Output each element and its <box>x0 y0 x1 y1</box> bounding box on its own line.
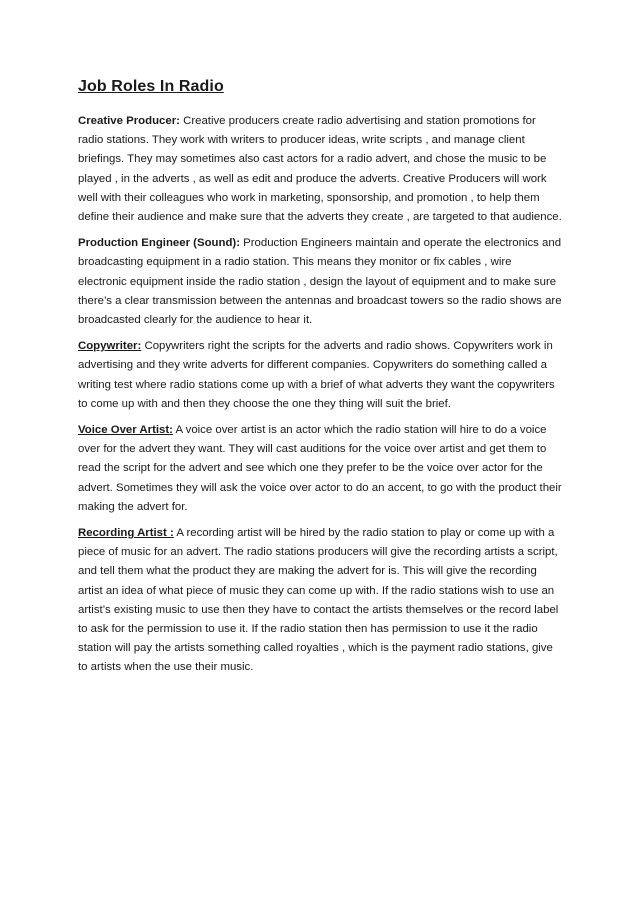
section-recording-artist <box>78 524 562 678</box>
section-term: Production Engineer (Sound): <box>78 237 240 250</box>
section-body: Production Engineers maintain and operate the electronics and broadcasting equipment in a radio station. This means they monitor or fix cables , wire electronic equipment inside the radio station , design the layout of equipment and to make sure there’s a clear transmission between the antennas and broadcast towers so the radio shows are broadcasted clearly for the audience to hear it. <box>78 237 562 327</box>
section-body: A voice over artist is an actor which the radio station will hire to do a voice over for the advert they want. They will cast auditions for the voice over artist and get them to read the script for the advert and see which one they prefer to be the voice over actor for the advert. Sometimes they will ask the voice over actor to do an accent, to go with the product their making the advert for. <box>78 424 562 513</box>
section-voice-over-artist <box>78 421 562 517</box>
document-content <box>78 78 562 685</box>
section-production-engineer <box>78 234 562 330</box>
section-body: Copywriters right the scripts for the adverts and radio shows. Copywriters work in advertising and they write adverts for different companies. Copywriters do something called a writing test where radio stations come up with a brief of what adverts they want the copywriters to come up with and then they choose the one they thing will suit the brief. <box>78 340 555 410</box>
section-term: Creative Producer: <box>78 115 180 127</box>
section-copywriter <box>78 337 562 414</box>
section-body: A recording artist will be hired by the radio station to play or come up with a piece of music for an advert. The radio stations producers will give the recording artists a script, and tell them what the product they are making the advert for is. This will give the recording artist an idea of what piece of music they can come up with. If the radio stations wish to use an artist’s existing music to use then they have to contact the artists themselves or the record label to ask for the permission to use it. If the radio station then has permission to use it the radio station will pay the artists something called royalties , which is the payment radio stations, give to artists when the use their music. <box>78 527 559 674</box>
section-creative-producer <box>78 112 562 227</box>
section-term: Copywriter: <box>78 340 142 353</box>
section-term: Recording Artist : <box>78 527 174 540</box>
page-title: Job Roles In Radio <box>78 78 224 95</box>
section-term: Voice Over Artist: <box>78 424 173 437</box>
section-body: Creative producers create radio advertising and station promotions for radio stations. They work with writers to producer ideas, write scripts , and manage client briefings. They may sometimes also cast actors for a radio advert, and chose the music to be played , in the adverts , as well as edit and produce the adverts. Creative Producers will work well with their colleagues who work in marketing, sponsorship, and promotion , to help them define their audience and make sure that the adverts they create , are targeted to that audience. <box>78 115 562 224</box>
